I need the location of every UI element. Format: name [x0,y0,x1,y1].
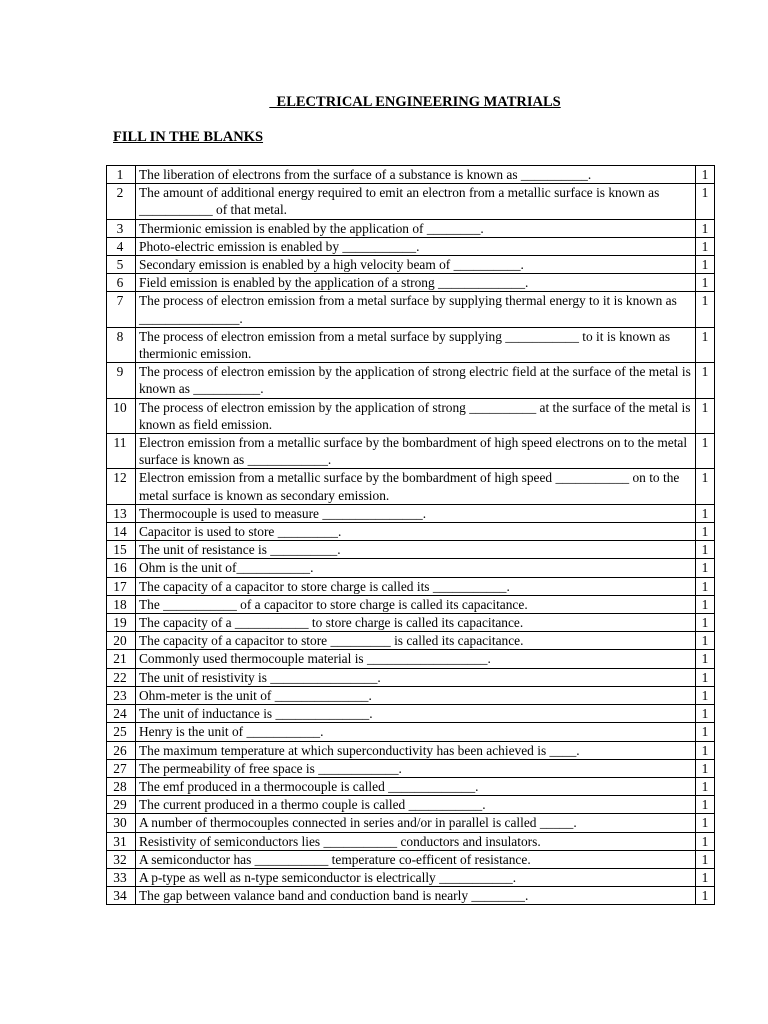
question-marks: 1 [696,504,715,522]
question-row [107,868,715,886]
question-marks: 1 [696,398,715,433]
question-number: 1 [107,166,136,184]
question-number: 24 [107,705,136,723]
question-text: Photo-electric emission is enabled by ___________. [136,237,696,255]
question-row [107,741,715,759]
question-text: The ___________ of a capacitor to store charge is called its capacitance. [136,595,696,613]
question-number: 4 [107,237,136,255]
question-number: 9 [107,363,136,398]
question-row [107,814,715,832]
question-row [107,541,715,559]
question-text: Thermocouple is used to measure _______________. [136,504,696,522]
question-row [107,237,715,255]
question-number: 33 [107,868,136,886]
question-text: The capacity of a capacitor to store charge is called its ___________. [136,577,696,595]
question-marks: 1 [696,363,715,398]
question-row [107,796,715,814]
question-marks: 1 [696,650,715,668]
question-marks: 1 [696,759,715,777]
question-marks: 1 [696,292,715,327]
question-marks: 1 [696,541,715,559]
question-number: 8 [107,327,136,362]
question-marks: 1 [696,887,715,905]
question-marks: 1 [696,705,715,723]
question-text: Field emission is enabled by the application of a strong _____________. [136,274,696,292]
question-text: The unit of resistance is __________. [136,541,696,559]
question-row [107,559,715,577]
question-row [107,504,715,522]
questions-table [106,165,715,905]
question-text: The unit of inductance is ______________. [136,705,696,723]
question-row [107,650,715,668]
question-row [107,398,715,433]
question-marks: 1 [696,166,715,184]
question-marks: 1 [696,523,715,541]
question-number: 14 [107,523,136,541]
question-text: The process of electron emission by the application of strong electric field at the surface of the metal is known as __________. [136,363,696,398]
question-number: 16 [107,559,136,577]
question-row [107,469,715,504]
question-row [107,777,715,795]
question-marks: 1 [696,614,715,632]
question-marks: 1 [696,814,715,832]
question-row [107,256,715,274]
question-row [107,577,715,595]
question-text: The process of electron emission from a metal surface by supplying ___________ to it is known as thermionic emission. [136,327,696,362]
question-number: 15 [107,541,136,559]
question-text: The process of electron emission by the application of strong __________ at the surface of the metal is known as field emission. [136,398,696,433]
question-text: The capacity of a capacitor to store _________ is called its capacitance. [136,632,696,650]
question-text: Electron emission from a metallic surface by the bombardment of high speed electrons on to the metal surface is known as ____________. [136,434,696,469]
question-number: 7 [107,292,136,327]
question-row [107,219,715,237]
question-text: Resistivity of semiconductors lies ___________ conductors and insulators. [136,832,696,850]
question-number: 30 [107,814,136,832]
question-number: 22 [107,668,136,686]
question-number: 31 [107,832,136,850]
section-heading: FILL IN THE BLANKS [113,129,264,145]
question-marks: 1 [696,274,715,292]
question-row [107,705,715,723]
question-number: 20 [107,632,136,650]
question-marks: 1 [696,741,715,759]
question-text: Henry is the unit of ___________. [136,723,696,741]
question-marks: 1 [696,327,715,362]
question-text: Capacitor is used to store _________. [136,523,696,541]
question-number: 3 [107,219,136,237]
question-row [107,614,715,632]
question-number: 23 [107,686,136,704]
question-row [107,632,715,650]
question-number: 19 [107,614,136,632]
questions-table-body [107,166,715,905]
question-marks: 1 [696,850,715,868]
question-text: The emf produced in a thermocouple is called _____________. [136,777,696,795]
question-text: A semiconductor has ___________ temperature co-efficent of resistance. [136,850,696,868]
question-number: 10 [107,398,136,433]
question-number: 29 [107,796,136,814]
question-text: The capacity of a ___________ to store charge is called its capacitance. [136,614,696,632]
question-text: Electron emission from a metallic surface by the bombardment of high speed ___________ on to the metal surface is known as secondary emission. [136,469,696,504]
question-number: 34 [107,887,136,905]
question-row [107,595,715,613]
question-marks: 1 [696,796,715,814]
question-number: 11 [107,434,136,469]
question-text: The amount of additional energy required to emit an electron from a metallic surface is known as ___________ of that metal. [136,184,696,219]
question-row [107,723,715,741]
question-text: Secondary emission is enabled by a high velocity beam of __________. [136,256,696,274]
question-text: Commonly used thermocouple material is __________________. [136,650,696,668]
question-marks: 1 [696,668,715,686]
question-text: The gap between valance band and conduction band is nearly ________. [136,887,696,905]
question-row [107,166,715,184]
question-marks: 1 [696,832,715,850]
question-marks: 1 [696,559,715,577]
question-number: 13 [107,504,136,522]
question-text: Thermionic emission is enabled by the application of ________. [136,219,696,237]
question-text: Ohm is the unit of___________. [136,559,696,577]
question-marks: 1 [696,577,715,595]
question-row [107,686,715,704]
question-row [107,523,715,541]
question-marks: 1 [696,723,715,741]
document-title: ELECTRICAL ENGINEERING MATRIALS [269,94,561,110]
question-number: 21 [107,650,136,668]
question-row [107,668,715,686]
question-number: 12 [107,469,136,504]
question-marks: 1 [696,595,715,613]
question-number: 5 [107,256,136,274]
question-number: 32 [107,850,136,868]
question-text: A number of thermocouples connected in series and/or in parallel is called _____. [136,814,696,832]
question-number: 18 [107,595,136,613]
question-row [107,832,715,850]
question-text: The liberation of electrons from the surface of a substance is known as __________. [136,166,696,184]
question-number: 26 [107,741,136,759]
question-row [107,327,715,362]
question-row [107,274,715,292]
question-marks: 1 [696,777,715,795]
question-marks: 1 [696,868,715,886]
question-row [107,759,715,777]
question-text: The permeability of free space is ____________. [136,759,696,777]
question-number: 28 [107,777,136,795]
question-row [107,887,715,905]
question-row [107,363,715,398]
question-row [107,184,715,219]
question-marks: 1 [696,434,715,469]
question-marks: 1 [696,219,715,237]
question-row [107,434,715,469]
question-text: A p-type as well as n-type semiconductor is electrically ___________. [136,868,696,886]
question-number: 27 [107,759,136,777]
question-number: 6 [107,274,136,292]
question-row [107,850,715,868]
question-marks: 1 [696,237,715,255]
question-marks: 1 [696,256,715,274]
question-marks: 1 [696,686,715,704]
question-marks: 1 [696,184,715,219]
question-text: The unit of resistivity is ________________. [136,668,696,686]
question-number: 25 [107,723,136,741]
question-marks: 1 [696,469,715,504]
question-number: 2 [107,184,136,219]
question-number: 17 [107,577,136,595]
question-text: The current produced in a thermo couple is called ___________. [136,796,696,814]
question-text: The maximum temperature at which superconductivity has been achieved is ____. [136,741,696,759]
question-marks: 1 [696,632,715,650]
question-row [107,292,715,327]
question-text: The process of electron emission from a metal surface by supplying thermal energy to it is known as _______________. [136,292,696,327]
question-text: Ohm-meter is the unit of ______________. [136,686,696,704]
